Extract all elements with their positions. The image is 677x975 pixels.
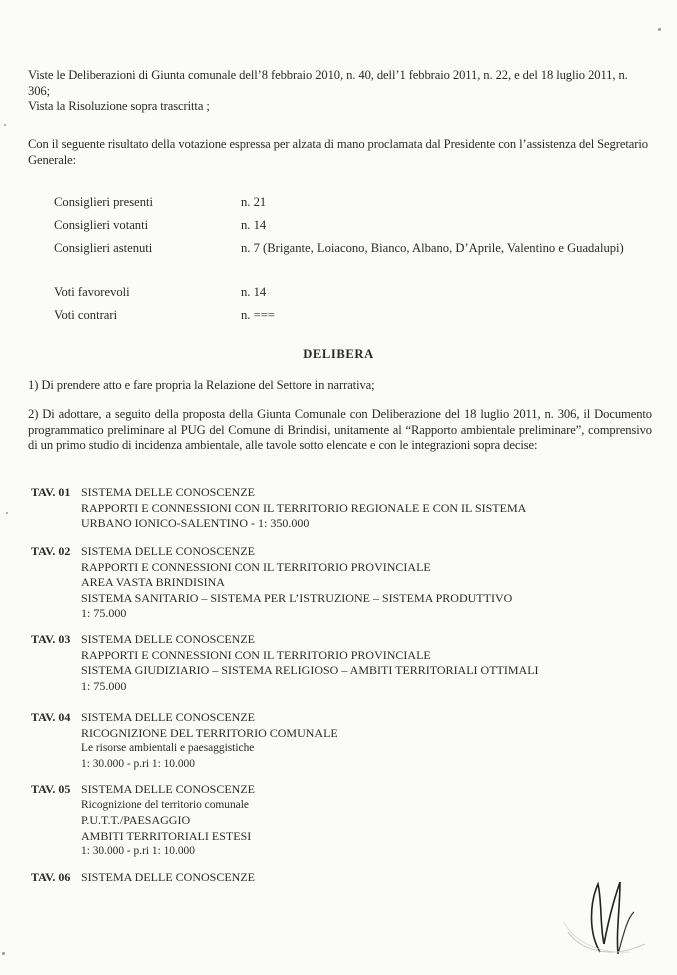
delibera-title: DELIBERA [303, 347, 374, 361]
tav-code: TAV. 05 [31, 782, 71, 796]
scan-speck [4, 124, 6, 126]
intro-paragraph-risoluzione: Vista la Risoluzione sopra trascritta ; [28, 99, 210, 113]
tav-line: URBANO IONICO-SALENTINO - 1: 350.000 [81, 516, 310, 531]
vote-value-favorevoli: n. 14 [241, 285, 267, 299]
tav-code: TAV. 04 [31, 710, 71, 724]
scan-speck [658, 28, 661, 31]
scan-speck [6, 512, 8, 514]
tav-code: TAV. 01 [31, 485, 71, 499]
intro-paragraph-deliberazioni: Viste le Deliberazioni di Giunta comunale dell’8 febbraio 2010, n. 40, dell’1 febbraio 2011, n. 22, e del 18 luglio 2011, n. 306; [28, 68, 628, 98]
tav-heading: SISTEMA DELLE CONOSCENZE [81, 710, 255, 724]
signature-mark [560, 872, 660, 962]
tav-code: TAV. 06 [31, 870, 71, 884]
tav-code: TAV. 03 [31, 632, 71, 646]
tav-line: RAPPORTI E CONNESSIONI CON IL TERRITORIO PROVINCIALE [81, 559, 431, 574]
vote-label-presenti: Consiglieri presenti [54, 195, 153, 209]
tav-line: SISTEMA GIUDIZIARIO – SISTEMA RELIGIOSO – AMBITI TERRITORIALI OTTIMALI [81, 663, 539, 678]
tav-line: Ricognizione del territorio comunale [81, 798, 249, 811]
tav-line: AREA VASTA BRINDISINA [81, 575, 225, 590]
tav-heading: SISTEMA DELLE CONOSCENZE [81, 544, 255, 558]
tav-heading: SISTEMA DELLE CONOSCENZE [81, 870, 255, 884]
vote-label-votanti: Consiglieri votanti [54, 218, 149, 232]
tav-line: 1: 75.000 [81, 678, 127, 693]
vote-value-presenti: n. 21 [241, 195, 267, 209]
vote-value-astenuti: n. 7 (Brigante, Loiacono, Bianco, Albano, D’Aprile, Valentino e Guadalupi) [241, 241, 624, 255]
intro-paragraph-votazione: Con il seguente risultato della votazione espressa per alzata di mano proclamata dal Presidente con l’assistenza del Segretario Generale: [28, 137, 648, 167]
tav-line: Le risorse ambientali e paesaggistiche [81, 742, 255, 755]
tav-line: RICOGNIZIONE DEL TERRITORIO COMUNALE [81, 725, 338, 740]
tav-line: 1: 30.000 - p.ri 1: 10.000 [81, 757, 195, 770]
tav-code: TAV. 02 [31, 544, 71, 558]
tav-heading: SISTEMA DELLE CONOSCENZE [81, 782, 255, 796]
vote-value-contrari: n. === [241, 308, 275, 322]
tav-line: RAPPORTI E CONNESSIONI CON IL TERRITORIO REGIONALE E CON IL SISTEMA [81, 500, 527, 515]
tav-line: 1: 75.000 [81, 606, 127, 621]
scan-speck [2, 952, 5, 955]
vote-label-favorevoli: Voti favorevoli [54, 285, 130, 299]
tav-line: SISTEMA SANITARIO – SISTEMA PER L’ISTRUZIONE – SISTEMA PRODUTTIVO [81, 590, 513, 605]
vote-label-astenuti: Consiglieri astenuti [54, 241, 153, 255]
tav-line: P.U.T.T./PAESAGGIO [81, 813, 191, 828]
tav-line: AMBITI TERRITORIALI ESTESI [81, 828, 252, 843]
delibera-item-2: 2) Di adottare, a seguito della proposta della Giunta Comunale con Deliberazione del 18 luglio 2011, n. 306, il Documento programmatico preliminare al PUG del Comune di Brindisi, unitamente al “Rapporto ambientale preliminare”, comprensivo di un primo studio di incidenza ambientale, alle tavole sotto elencate e con le integrazioni sopra decise: [28, 407, 652, 452]
delibera-item-1: 1) Di prendere atto e fare propria la Relazione del Settore in narrativa; [28, 378, 375, 392]
tav-line: 1: 30.000 - p.ri 1: 10.000 [81, 845, 195, 858]
tav-heading: SISTEMA DELLE CONOSCENZE [81, 485, 255, 499]
tav-heading: SISTEMA DELLE CONOSCENZE [81, 632, 255, 646]
tav-line: RAPPORTI E CONNESSIONI CON IL TERRITORIO PROVINCIALE [81, 647, 431, 662]
vote-value-votanti: n. 14 [241, 218, 267, 232]
vote-label-contrari: Voti contrari [54, 308, 118, 322]
